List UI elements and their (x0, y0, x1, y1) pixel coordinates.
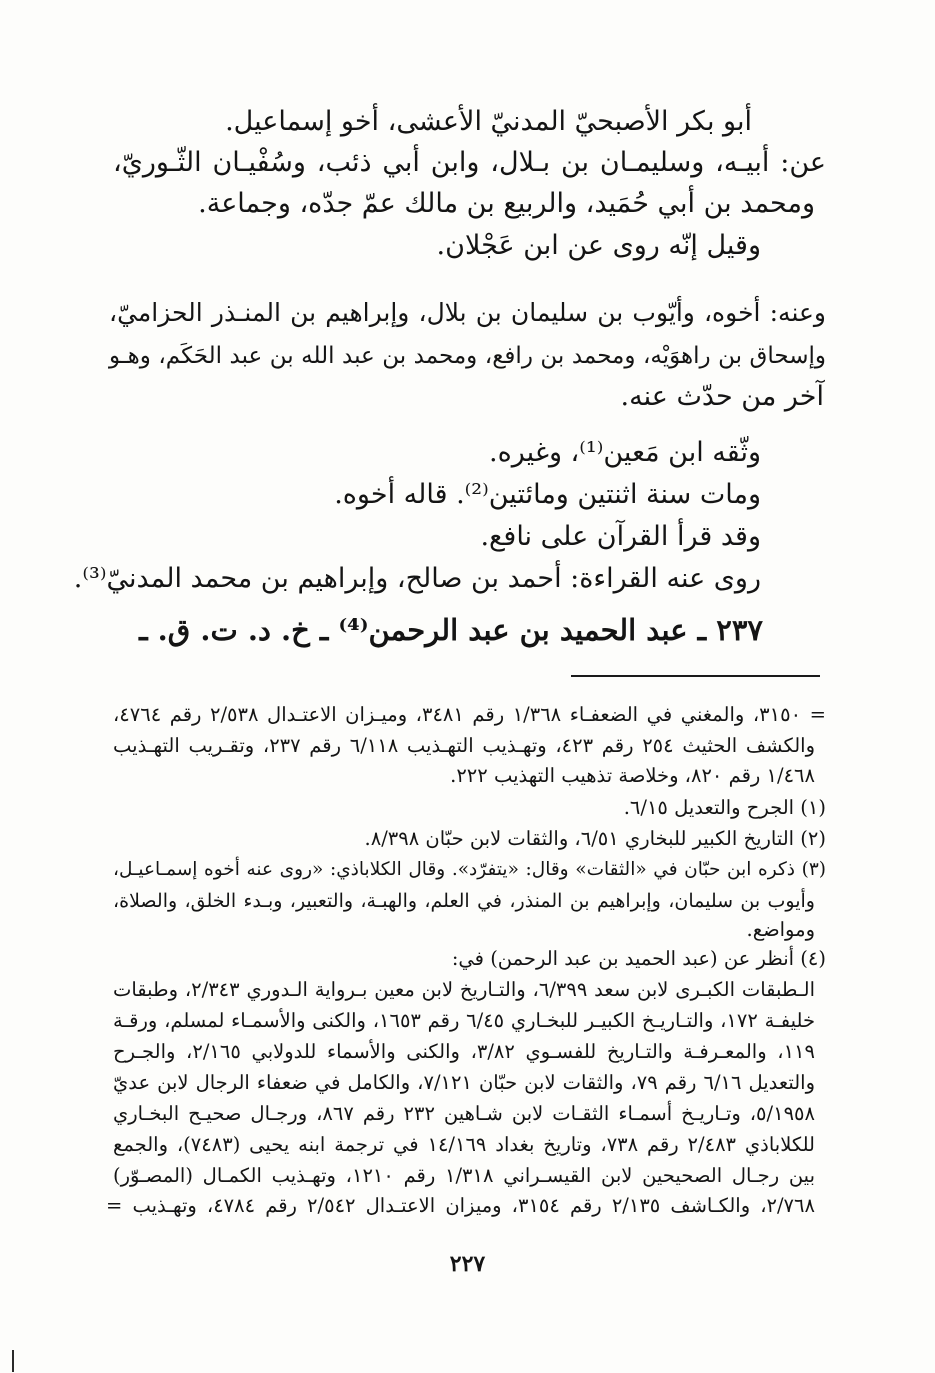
main-line-4: وقيل إنّه روى عن ابن عَجْلان. (436, 230, 761, 261)
footnote-4-line-7: بين رجـال الصحيحين لابن القيسـراني ١/٣١٨ رقم ١٢١٠، وتهـذيب الكمـال (المصـوّر) (113, 1164, 815, 1187)
main-line-5: وعنه: أخوه، وأيّوب بن سليمان بن بلال، وإبراهيم بن المنـذر الحزاميّ، (109, 298, 826, 327)
footnote-4-line-2: خليفـة ١٧٢، والتـاريـخ الكبيـر للبخـاري ٦/٤٥ رقم ١٦٥٣، والكنى والأسمـاء لمسلم، ورقـة (113, 1009, 815, 1032)
footnote-2: (٢) التاريخ الكبير للبخاري ٦/٥١، والثقات لابن حبّان ٨/٣٩٨. (364, 827, 826, 850)
footnote-4-intro: (٤) أنظر عن (عبد الحميد بن عبد الرحمن) في: (451, 947, 826, 970)
main-line-7: آخر من حدّث عنه. (620, 381, 824, 412)
footnote-line-3: ١/٤٦٨ رقم ٨٢٠، وخلاصة تذهيب التهذيب ٢٢٢. (450, 764, 815, 787)
footnote-3-line-2: وأيوب بن سليمان، وإبراهيم بن المنذر، في العلم، والهبـة، والتعبير، وبـدء الخلق، والصلاة، (113, 890, 815, 912)
footnote-separator (571, 675, 820, 677)
main-line-10: وقد قرأ القرآن على نافع. (480, 521, 761, 552)
page-number: ٢٢٧ (449, 1251, 486, 1277)
entry-heading: ٢٣٧ ـ عبد الحميد بن عبد الرحمن⁽⁴⁾ ـ خ. د. ت. ق. ـ (139, 613, 763, 647)
main-line-9: ومات سنة اثنتين ومائتين⁽²⁾. قاله أخوه. (334, 479, 761, 510)
footnote-4-line-6: للكلاباذي ٢/٤٨٣ رقم ٧٣٨، وتاريخ بغداد ١٤/١٦٩ في ترجمة ابنه يحيى (٧٤٨٣)، والجمع (113, 1133, 815, 1156)
footnote-4-line-5: ٥/١٩٥٨، وتـاريـخ أسمـاء الثقـات لابن شـاهين ٢٣٢ رقم ٨٦٧، ورجـال صحيـح البخـاري (113, 1102, 815, 1125)
footnote-line-1: = ٣١٥٠، والمغني في الضعفـاء ١/٣٦٨ رقم ٣٤٨١، وميـزان الاعتـدال ٢/٥٣٨ رقم ٤٧٦٤، (113, 703, 826, 726)
footnote-3-line-1: (٣) ذكره ابن حبّان في «الثقات» وقال: «يتفرّد». وقال الكلاباذي: «روى عنه أخوه إسمـاعيـل، (113, 859, 826, 880)
main-line-11: روى عنه القراءة: أحمد بن صالح، وإبراهيم بن محمد المدنيّ⁽³⁾. (73, 563, 761, 594)
scan-edge-mark (12, 1350, 14, 1372)
footnote-4-line-3: ١١٩، والمعـرفـة والتـاريخ للفسـوي ٣/٨٢، والكنى والأسماء للدولابي ٢/١٦٥، والجـرح (113, 1040, 815, 1063)
main-line-8: وثّقه ابن مَعين⁽¹⁾، وغيره. (489, 437, 761, 468)
main-line-6: وإسحاق بن راهوَيْه، ومحمد بن رافع، ومحمد بن عبد الله بن عبد الحَكَم، وهـو (109, 343, 826, 369)
main-line-3: ومحمد بن أبي حُمَيد، والربيع بن مالك عمّ جدّه، وجماعة. (198, 188, 815, 219)
footnote-4-line-4: والتعديل ٦/١٦ رقم ٧٩، والثقات لابن حبّان ٧/١٢١، والكامل في ضعفاء الرجال لابن عديّ (113, 1071, 815, 1094)
main-line-2: عن: أبيـه، وسليمـان بن بـلال، وابن أبي ذئب، وسُفْيـان الثّـوريّ، (113, 147, 826, 178)
footnote-4-line-1: الـطبقات الكبـرى لابن سعد ٦/٣٩٩، والتـاريخ لابن معين بـرواية الـدوري ٢/٣٤٣، وطبقات (113, 978, 816, 1001)
footnote-3-line-3: ومواضع. (746, 918, 815, 941)
footnote-1: (١) الجرح والتعديل ٦/١٥. (623, 796, 826, 819)
main-line-1: أبو بكر الأصبحيّ المدنيّ الأعشى، أخو إسماعيل. (225, 106, 752, 137)
footnote-line-2: والكشف الحثيث ٢٥٤ رقم ٤٢٣، وتهـذيب التهـذيب ٦/١١٨ رقم ٢٣٧، وتقـريب التهـذيب (113, 734, 815, 757)
footnote-4-line-8: ٢/٧٦٨، والكـاشف ٢/١٣٥ رقم ٣١٥٤، وميزان الاعتـدال ٢/٥٤٢ رقم ٤٧٨٤، وتهـذيب = (106, 1194, 815, 1217)
